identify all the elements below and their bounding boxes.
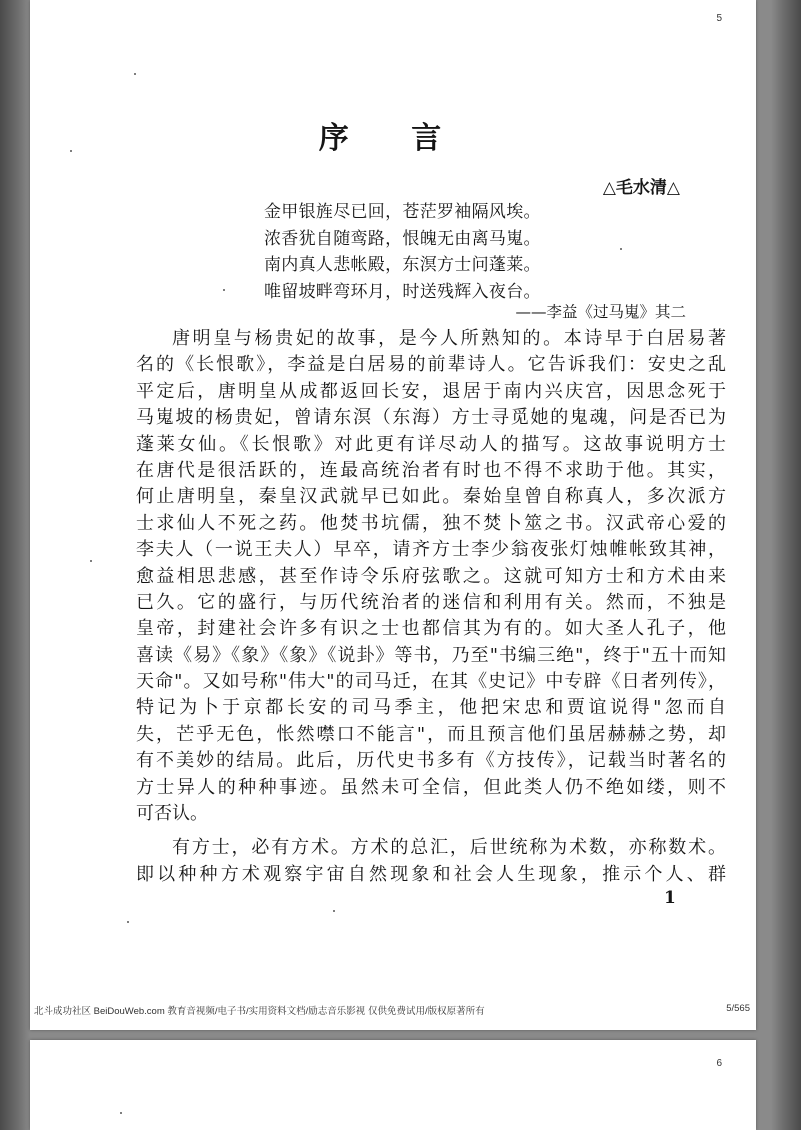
text-line: 何止唐明皇，秦皇汉武就早已如此。秦始皇曾自称真人，多次派方 [136,486,726,508]
text-line: 在唐代是很活跃的，连最高统治者有时也不得不求助于他。其实， [136,459,726,481]
poem-line: 南内真人悲帐殿，东溟方士问蓬莱。 [264,255,541,275]
page-number: 6 [716,1058,722,1069]
text-line: 失，芒乎无色，怅然噤口不能言"，而且预言他们虽居赫赫之势，却 [136,723,726,745]
text-line: 李夫人（一说王夫人）早卒，请齐方士李少翁夜张灯烛帷帐致其神， [136,539,726,561]
poem [264,199,541,305]
text-line: 有方士，必有方术。方术的总汇，后世统称为术数，亦称数术。 [172,837,726,859]
poem-line: 唯留坡畔弯环月，时送残辉入夜台。 [264,281,541,302]
poem-line: 金甲银旌尽已回，苍茫罗袖隔风埃。 [264,202,541,222]
text-line: 唐明皇与杨贵妃的故事，是今人所熟知的。本诗早于白居易著 [172,328,726,349]
printed-page-number: 1 [664,888,676,908]
text-line: 即以种种方术观察宇宙自然现象和社会人生现象，推示个人、群 [136,863,726,885]
text-line: 名的《长恨歌》，李益是白居易的前辈诗人。它告诉我们：安史之乱 [136,354,726,376]
document-title: 序 言 [318,121,468,156]
text-line: 士求仙人不死之药。他焚书坑儒，独不焚卜筮之书。汉武帝心爱的 [136,512,726,534]
text-line: 可否认。 [136,803,208,825]
next-document-page [30,1040,756,1130]
footer-page-count: 5/565 [726,1003,750,1014]
document-page [30,0,756,1030]
text-line: 愈益相思悲感，甚至作诗令乐府弦歌之。这就可知方士和方术由来 [136,565,726,587]
text-line: 已久。它的盛行，与历代统治者的迷信和利用有关。然而，不独是 [136,591,726,613]
poem-line: 浓香犹自随鸾路，恨魄无由离马嵬。 [264,228,541,249]
text-line: 马嵬坡的杨贵妃，曾请东溟（东海）方士寻觅她的鬼魂，问是否已为 [136,407,726,429]
text-line: 特记为卜于京都长安的司马季主，他把宋忠和贾谊说得"忽而自 [136,697,726,719]
text-line: 天命"。又如号称"伟大"的司马迁，在其《史记》中专辟《日者列传》， [136,671,726,693]
text-line: 平定后，唐明皇从成都返回长安，退居于南内兴庆宫，因思念死于 [136,380,726,402]
body-text [136,326,726,888]
text-line: 有不美妙的结局。此后，历代史书多有《方技传》，记载当时著名的 [136,750,726,772]
text-line: 蓬莱女仙。《长恨歌》对此更有详尽动人的描写。这故事说明方士 [136,433,726,455]
footer-source: 北斗成功社区 BeiDouWeb.com 教育音视频/电子书/实用资料文档/励志音乐影视 仅供免费试用/版权原著所有 [34,1006,485,1017]
text-line: 方士异人的种种事迹。虽然未可全信，但此类人仍不绝如缕，则不 [136,776,726,798]
poem-attribution: ——李益《过马嵬》其二 [515,303,686,321]
author-name: △毛水清△ [602,178,680,198]
text-line: 喜读《易》《象》《象》《说卦》等书，乃至"书编三绝"，终于"五十而知 [136,644,726,666]
page-number: 5 [716,13,722,24]
text-line: 皇帝，封建社会许多有识之士也都信其为有的。如大圣人孔子，他 [136,618,726,640]
